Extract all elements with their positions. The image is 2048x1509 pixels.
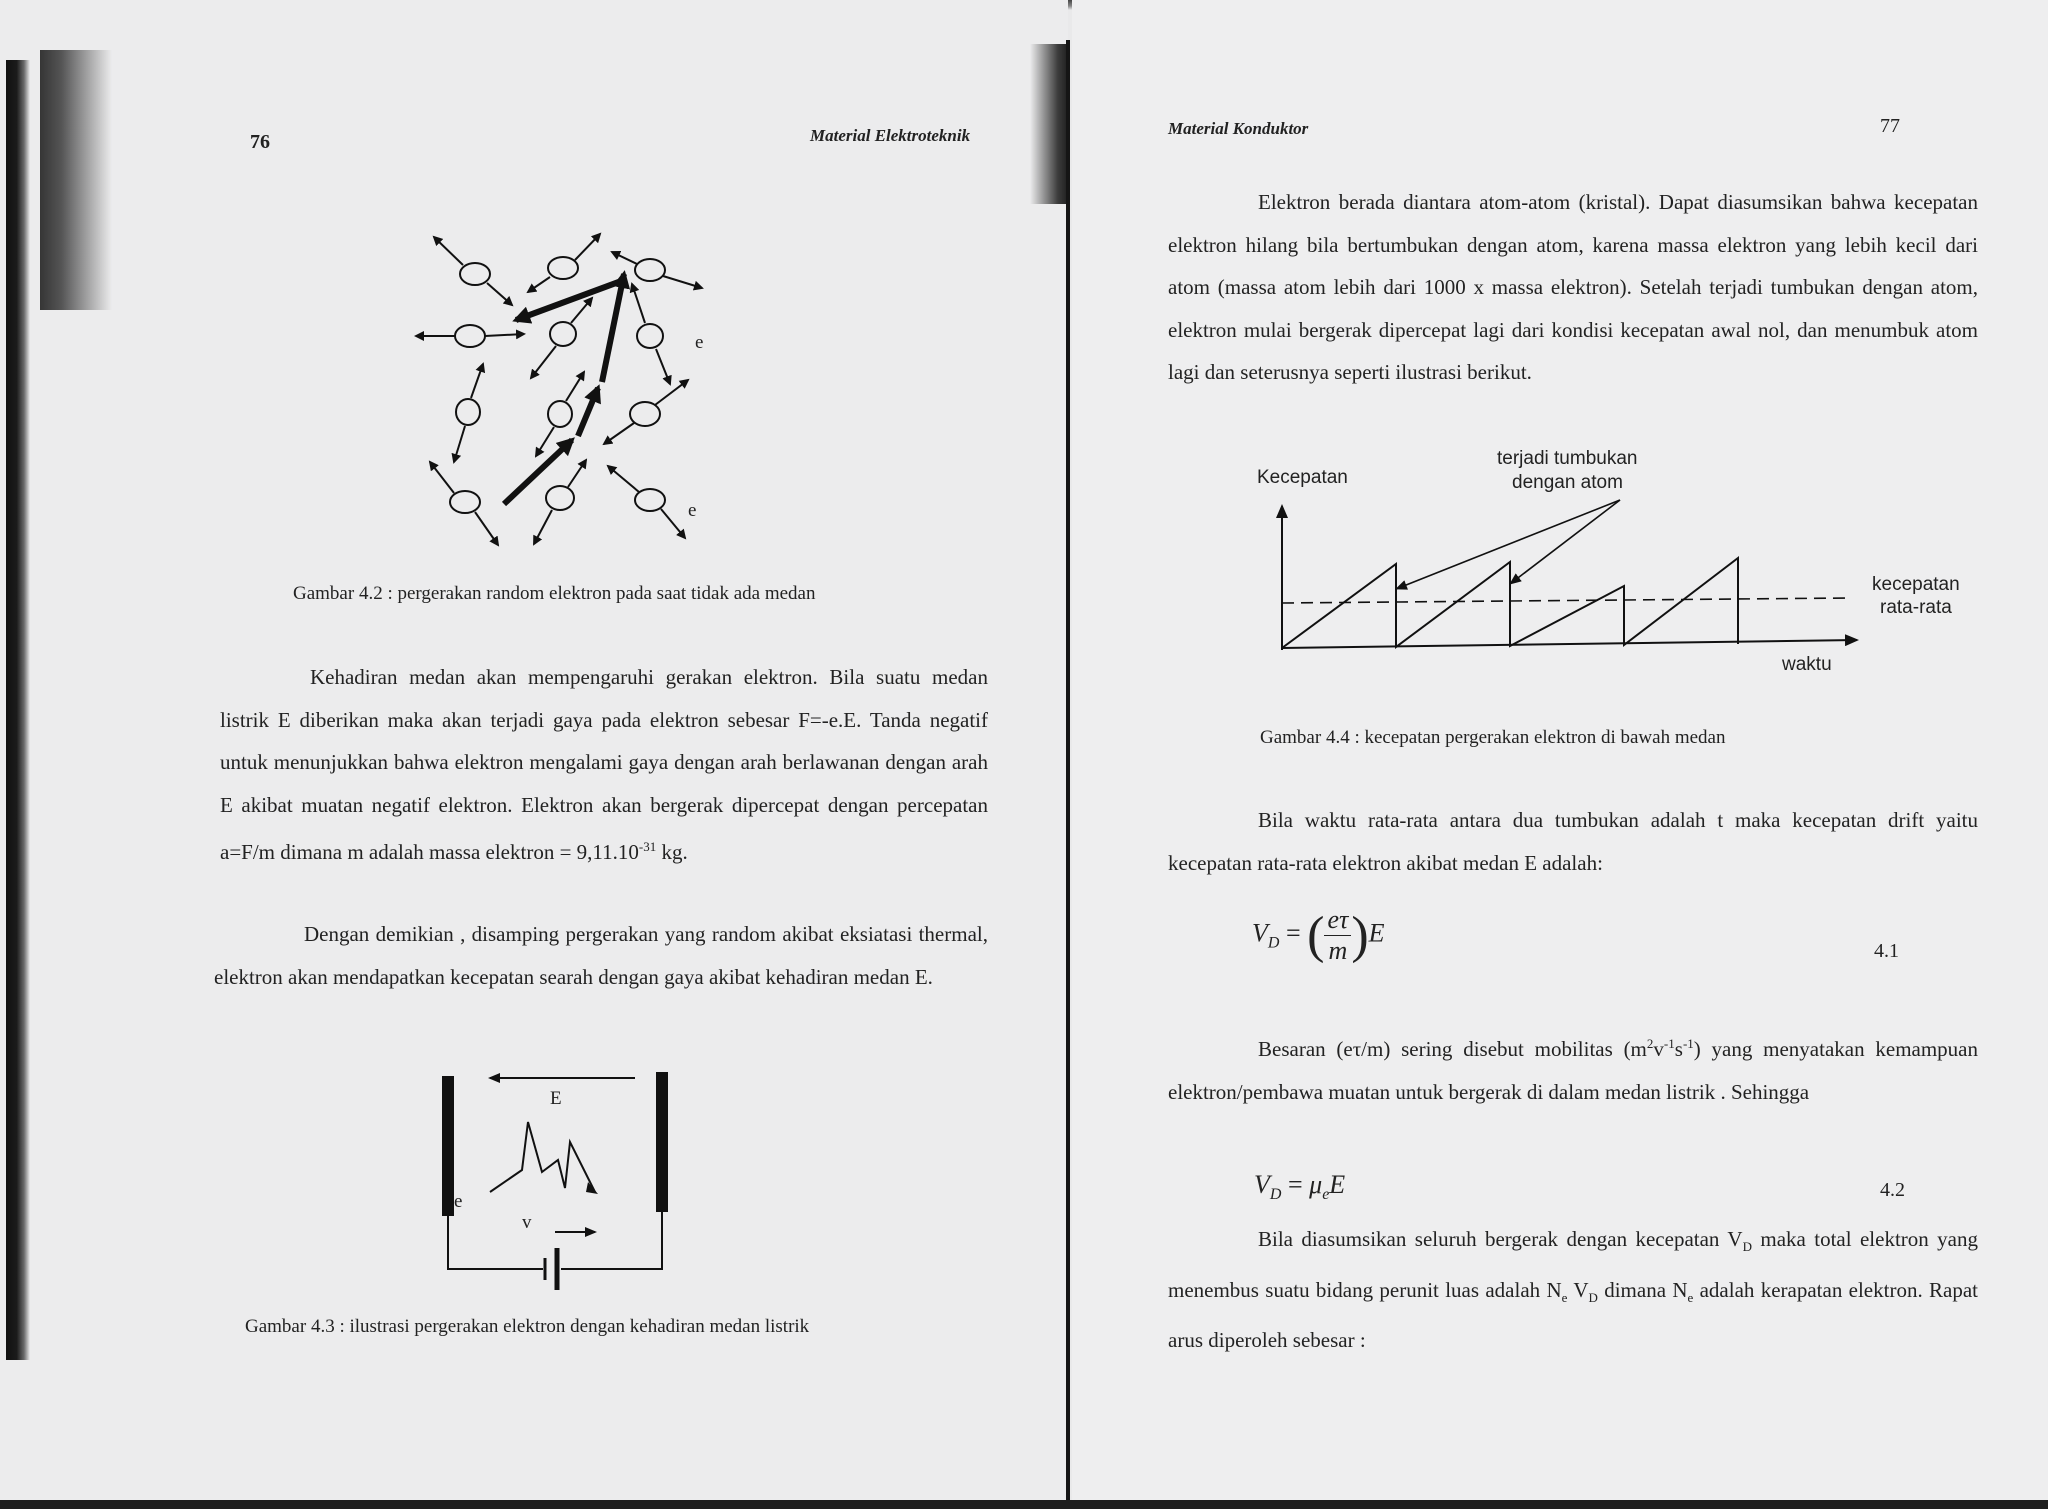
annotation-arrow-1 [1396, 500, 1620, 589]
figure-4-2-caption: Gambar 4.2 : pergerakan random elektron pada saat tidak ada medan [293, 583, 816, 604]
annotation-arrow-2 [1510, 500, 1620, 584]
eq1-numerator: eτ [1324, 905, 1351, 936]
label-e-1: e [695, 332, 704, 353]
electron-atom [604, 380, 688, 444]
avg-label-line-2: rata-rata [1880, 597, 1952, 618]
electron-atom [534, 460, 586, 544]
right-paragraph-2-text: Bila waktu rata-rata antara dua tumbukan adalah t maka kecepatan drift yaitu kecepatan rata-rata elektron akibat medan E adalah: [1168, 808, 1978, 875]
right-paragraph-1-text: Elektron berada diantara atom-atom (kristal). Dapat diasumsikan bahwa kecepatan elektron hilang bila bertumbukan dengan atom, karena massa elektron yang lebih kecil dari atom (massa atom lebih dari 1000 x massa elektron). Setelah terjadi tumbukan dengan atom, elektron mulai bergerak dipercepat lagi dari kondisi kecepatan awal nol, dan menumbuk atom lagi dan seterusnya seperti ilustrasi berikut. [1168, 190, 1978, 384]
label-e: e [454, 1191, 463, 1212]
right-paragraph-3 [1168, 1023, 1978, 1113]
electron-atom [528, 234, 600, 292]
running-head-left: Material Elektroteknik [810, 126, 971, 145]
electron-atom [536, 372, 584, 456]
electron-atom [430, 462, 498, 545]
eq1-rhs: E [1368, 918, 1385, 948]
eq2-mu-sub: e [1322, 1186, 1330, 1204]
p4-sub-1: D [1742, 1239, 1752, 1255]
equation-4-2: $V_D = \mu_eE$ [1254, 1170, 1346, 1204]
p4-sub-4: e [1687, 1289, 1694, 1305]
circuit-wire-right [561, 1212, 662, 1269]
equation-number-4-2: 4.2 [1880, 1179, 1905, 1201]
p3-text-a: Besaran (eτ/m) sering disebut mobilitas (m [1258, 1037, 1647, 1061]
electron-atom [454, 364, 483, 462]
page-number-right: 77 [1880, 115, 1900, 137]
bottom-edge-shadow [0, 1500, 2048, 1509]
p4-sub-3: D [1588, 1289, 1598, 1305]
gutter-shadow [1030, 44, 1070, 204]
equation-4-1: $V_D$ = ( $\frac{e\tau}{m}$ )E [1252, 905, 1385, 965]
left-paragraph-2 [214, 913, 988, 998]
label-e-2: e [688, 500, 697, 521]
book-edge-shadow-top [40, 50, 112, 310]
left-paragraph-2-text: Dengan demikian , disamping pergerakan yang random akibat eksiatasi thermal, elektron akan mendapatkan kecepatan searah dengan gaya akibat kehadiran medan E. [214, 922, 988, 989]
left-paragraph-1-text: Kehadiran medan akan mempengaruhi gerakan elektron. Bila suatu medan listrik E diberikan maka akan terjadi gaya pada elektron sebesar F=-e.E. Tanda negatif untuk menunjukkan bahwa elektron mengalami gaya dengan arah berlawanan dengan arah E akibat muatan negatif elektron. Elektron akan bergerak dipercepat dengan percepatan a=F/m dimana m adalah massa elektron = 9,11.10 [220, 665, 988, 864]
eq2-mu: μ [1309, 1170, 1323, 1199]
equation-number-4-1: 4.1 [1874, 940, 1899, 962]
electron-atom [416, 325, 524, 347]
ylabel: Kecepatan [1257, 467, 1348, 488]
figure-4-4-caption: Gambar 4.4 : kecepatan pergerakan elektron di bawah medan [1260, 727, 1726, 748]
p3-s: s [1674, 1037, 1683, 1061]
left-paragraph-1 [220, 656, 988, 874]
avg-label-line-1: kecepatan [1872, 574, 1960, 595]
electron-atom [612, 252, 702, 288]
electron-path [490, 1122, 595, 1192]
annotation-line-2: dengan atom [1512, 472, 1623, 493]
page-number-left: 76 [250, 131, 270, 153]
p3-v: v [1653, 1037, 1664, 1061]
figure-electron-in-field [430, 1062, 690, 1302]
figure-random-electron-motion [400, 222, 730, 552]
right-page [1072, 0, 2048, 1509]
left-paragraph-1-end: kg. [656, 840, 688, 864]
p3-sup-2: -1 [1663, 1036, 1675, 1051]
label-v: v [522, 1212, 532, 1233]
book-edge-shadow [6, 60, 30, 1360]
running-head-right: Material Konduktor [1168, 119, 1309, 138]
eq2-lhs-sub: D [1269, 1186, 1282, 1204]
eq1-lhs: V [1252, 918, 1268, 948]
right-paragraph-1 [1168, 181, 1978, 394]
p3-sup-1: 2 [1646, 1036, 1654, 1051]
p4-text-a: Bila diasumsikan seluruh bergerak dengan kecepatan V [1258, 1227, 1743, 1251]
p4-text-e: adalah kerapatan elektron. Rapat arus diperoleh sebesar : [1168, 1277, 1978, 1353]
eq1-denominator: m [1328, 936, 1348, 965]
xlabel: waktu [1782, 654, 1832, 675]
figure-velocity-sawtooth [1172, 440, 1992, 680]
electron-atom [434, 237, 512, 305]
p3-text-b: ) yang menyatakan kemampuan elektron/pembawa muatan untuk bergerak di dalam medan listrik . Sehingga [1168, 1037, 1978, 1104]
figure-4-3-caption: Gambar 4.3 : ilustrasi pergerakan elektron dengan kehadiran medan listrik [245, 1316, 810, 1337]
book-gutter [1066, 40, 1070, 1509]
right-paragraph-2 [1168, 799, 1978, 884]
plate-right [656, 1072, 668, 1212]
x-axis [1282, 640, 1857, 648]
bold-drift-arrows [504, 274, 624, 504]
p4-text-d: dimana N [1597, 1277, 1688, 1302]
p4-sub-2: e [1561, 1289, 1568, 1305]
p4-text-b: maka total elektron yang menembus suatu bidang perunit luas adalah N [1168, 1227, 1978, 1302]
p3-sup-3: -1 [1682, 1036, 1694, 1051]
exponent: -31 [638, 839, 657, 854]
average-velocity-line [1282, 598, 1850, 603]
eq2-lhs: V [1254, 1170, 1270, 1199]
label-E: E [550, 1088, 562, 1109]
electron-atom [608, 466, 685, 538]
p4-text-c: V [1567, 1277, 1589, 1302]
electron-atom [632, 284, 670, 384]
eq1-lhs-sub: D [1267, 934, 1280, 952]
plate-left [442, 1076, 454, 1216]
annotation-line-1: terjadi tumbukan [1497, 448, 1638, 469]
eq2-rhs: E [1329, 1170, 1346, 1199]
right-paragraph-4 [1168, 1218, 1978, 1362]
